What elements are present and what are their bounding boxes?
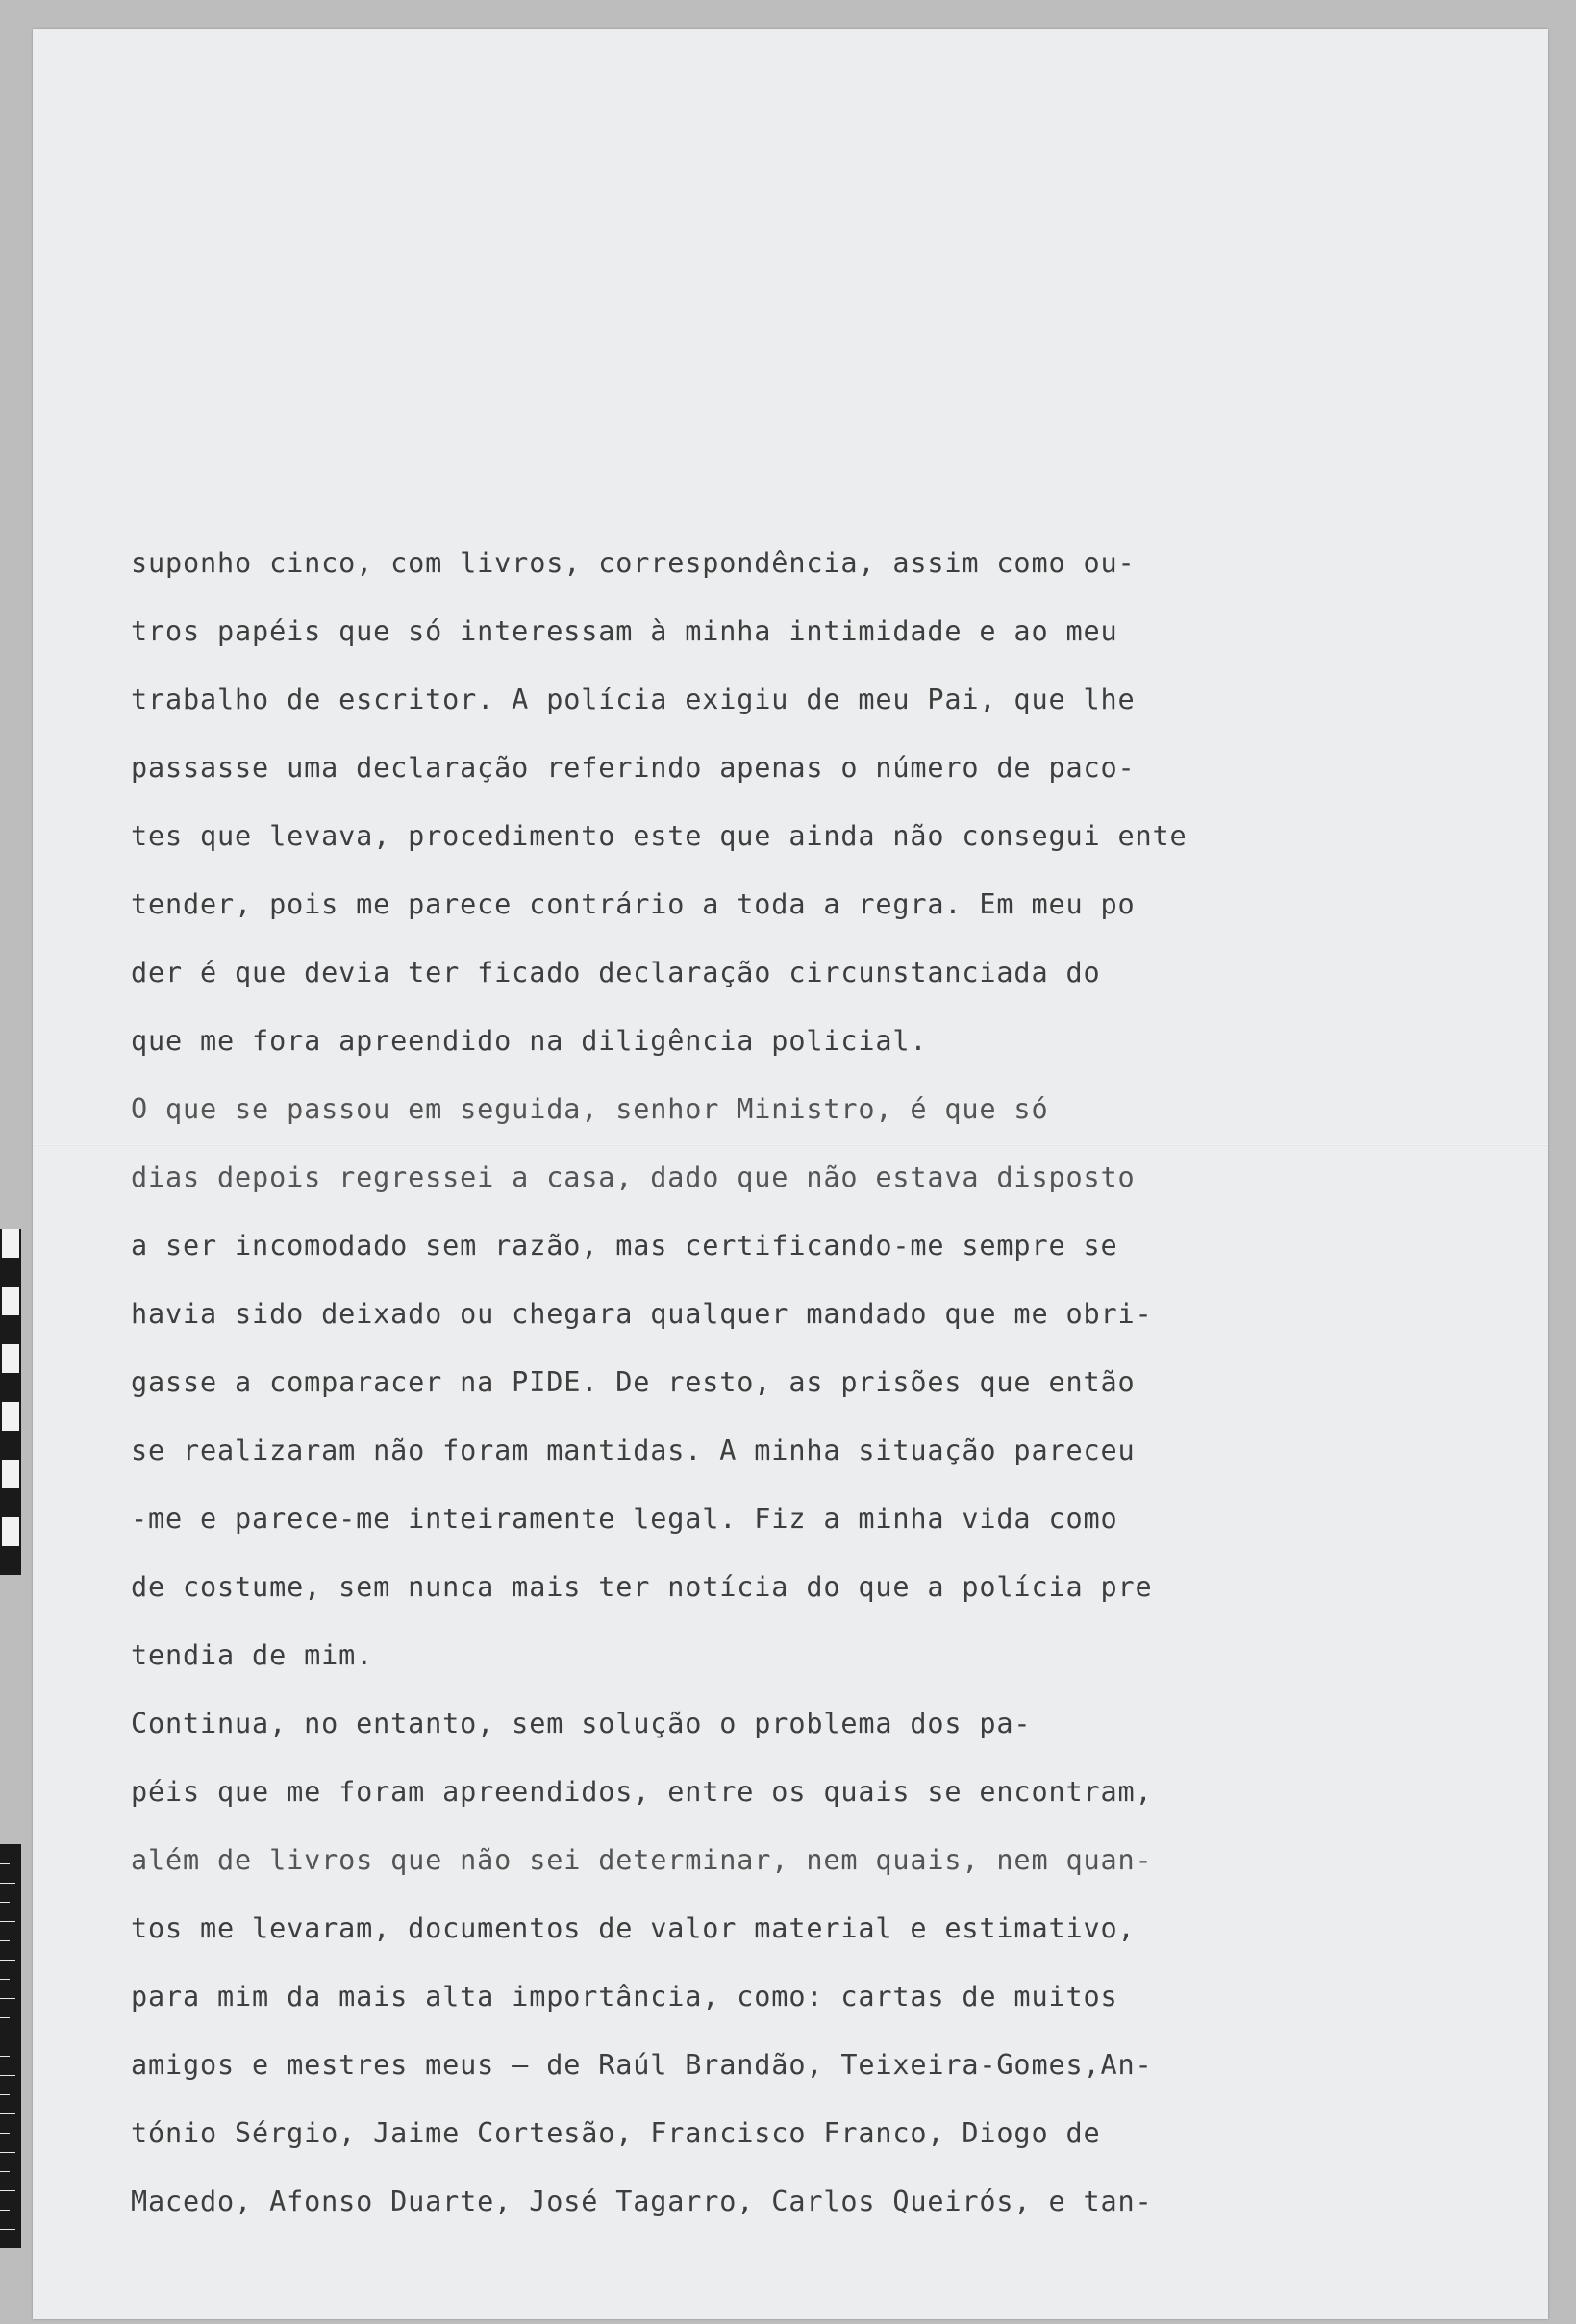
scale-tick <box>0 1998 15 1999</box>
scale-segment <box>2 1517 19 1546</box>
text-line: de costume, sem nunca mais ter notícia do que a polícia pre <box>131 1571 1153 1603</box>
scale-tick <box>0 1960 15 1961</box>
scale-tick <box>0 2171 10 2172</box>
typewritten-text-block <box>131 529 1313 2236</box>
scale-tick <box>0 1979 10 1980</box>
scale-tick <box>0 2017 10 2018</box>
text-line: trabalho de escritor. A polícia exigiu de meu Pai, que lhe <box>131 684 1136 715</box>
scale-segment <box>2 1287 19 1315</box>
measurement-scale-top <box>0 1229 21 1575</box>
text-line: tónio Sérgio, Jaime Cortesão, Francisco Franco, Diogo de <box>131 2117 1101 2149</box>
text-line: tendia de mim. <box>131 1639 374 1671</box>
text-line: Macedo, Afonso Duarte, José Tagarro, Carlos Queirós, e tan- <box>131 2186 1153 2217</box>
scale-tick <box>0 2094 10 2095</box>
text-line: além de livros que não sei determinar, nem quais, nem quan- <box>131 1844 1153 1876</box>
text-line: suponho cinco, com livros, correspondência, assim como ou- <box>131 547 1136 579</box>
text-line: -me e parece-me inteiramente legal. Fiz a minha vida como <box>131 1503 1118 1535</box>
scale-tick <box>0 2133 10 2134</box>
text-line: tros papéis que só interessam à minha intimidade e ao meu <box>131 615 1118 647</box>
scale-tick <box>0 1863 10 1864</box>
scale-segment <box>2 1402 19 1431</box>
scale-tick <box>0 2152 15 2153</box>
text-line: tender, pois me parece contrário a toda a regra. Em meu po <box>131 888 1136 920</box>
text-line: passasse uma declaração referindo apenas o número de paco- <box>131 752 1136 784</box>
text-line: se realizaram não foram mantidas. A minha situação pareceu <box>131 1435 1136 1466</box>
text-line: péis que me foram apreendidos, entre os quais se encontram, <box>131 1776 1153 1808</box>
scale-tick <box>0 2113 15 2114</box>
scale-tick <box>0 1940 10 1941</box>
scale-tick <box>0 2056 10 2057</box>
text-line: der é que devia ter ficado declaração circunstanciada do <box>131 957 1101 988</box>
text-line: havia sido deixado ou chegara qualquer mandado que me obri- <box>131 1298 1153 1330</box>
scale-segment <box>2 1229 19 1258</box>
text-line: a ser incomodado sem razão, mas certificando-me sempre se <box>131 1230 1118 1262</box>
typewritten-page <box>33 29 1548 2319</box>
text-line: amigos e mestres meus — de Raúl Brandão, Teixeira-Gomes,An- <box>131 2049 1153 2081</box>
text-line: tos me levaram, documentos de valor material e estimativo, <box>131 1912 1136 1944</box>
text-line: tes que levava, procedimento este que ainda não consegui ente <box>131 820 1188 852</box>
scale-tick <box>0 1883 15 1884</box>
scale-segment <box>2 1460 19 1488</box>
text-line: gasse a comparacer na PIDE. De resto, as prisões que então <box>131 1366 1136 1398</box>
text-line: O que se passou em seguida, senhor Ministro, é que só <box>131 1093 1049 1125</box>
scale-segment <box>2 1344 19 1373</box>
scale-tick <box>0 2210 10 2211</box>
scale-tick <box>0 1921 15 1922</box>
scale-tick <box>0 2075 15 2076</box>
measurement-scale-bottom <box>0 1844 21 2248</box>
scale-tick <box>0 1902 10 1903</box>
text-line: que me fora apreendido na diligência policial. <box>131 1025 928 1057</box>
text-line: para mim da mais alta importância, como: cartas de muitos <box>131 1981 1118 2012</box>
scale-tick <box>0 2190 15 2191</box>
text-line: Continua, no entanto, sem solução o problema dos pa- <box>131 1708 1032 1739</box>
scale-tick <box>0 2229 15 2230</box>
text-line: dias depois regressei a casa, dado que não estava disposto <box>131 1162 1136 1193</box>
